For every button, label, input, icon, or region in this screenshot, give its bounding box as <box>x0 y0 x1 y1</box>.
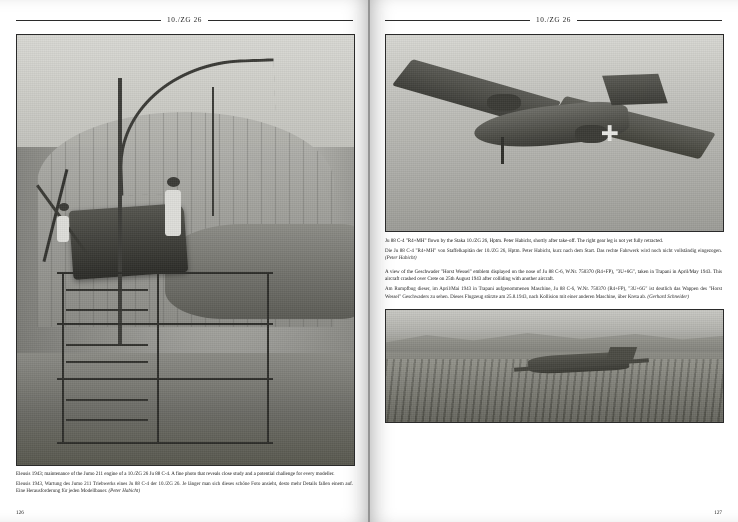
ladder-step <box>66 361 148 363</box>
running-head-text: 10./ZG 26 <box>536 16 571 24</box>
scaffold-bar-top <box>57 272 273 274</box>
running-head-rule-right <box>208 20 353 21</box>
left-caption-german <box>16 481 353 495</box>
right-running-head <box>385 14 722 26</box>
engine-nacelle-left <box>487 94 521 112</box>
scaffold-bar-bottom <box>57 442 273 444</box>
ladder-step <box>66 344 148 346</box>
right-top-caption-english: Ju 88 C-4 "R4+MH" flown by the Staka 10./ZG 26, Hptm. Peter Habicht, shortly after take-off. The right gear leg is not yet fully retracted. <box>385 239 664 244</box>
running-head-rule-left <box>385 20 530 21</box>
right-top-caption-german <box>385 248 722 262</box>
mechanic-standing <box>165 190 181 236</box>
scaffold-post-mid <box>157 272 159 444</box>
ladder-step <box>66 419 148 421</box>
right-mid-caption-german <box>385 286 722 300</box>
ladder-step <box>66 399 148 401</box>
mechanic-second <box>57 216 69 242</box>
left-caption-english: Eleusis 1943; maintenance of the Jumo 211 engine of a 10./ZG 26 Ju 88 C-4. A fine photo that reveals close study and a potential challenge for every modeller. <box>16 472 335 477</box>
running-head-rule-right <box>577 20 722 21</box>
left-caption-credit: (Peter Habicht) <box>108 489 140 495</box>
left-running-head <box>16 14 353 26</box>
running-head-rule-left <box>16 20 161 21</box>
ladder-step <box>66 309 148 311</box>
right-top-caption-credit: (Peter Habicht) <box>385 256 417 262</box>
right-mid-caption-german-text: Am Rumpfbug dieser, im April/Mai 1943 in Trapani aufgenommenen Maschine, Ju 88 C-6, W.Nr. 750370 (R4+FP), "3U+6G" ist deutlich das Wappen des "Horst Wessel" Geschwaders zu sehen. Dieses Flugzeug stürzte am 25.8.1943, nach Kollision mit einer anderen Maschine, über Kreta ab. <box>385 287 722 300</box>
crashed-aircraft-landscape-photo <box>385 309 724 423</box>
book-gutter <box>368 0 370 522</box>
left-folio: 126 <box>16 510 24 516</box>
scaffold-post-right <box>267 272 269 444</box>
right-top-caption-block <box>385 238 722 301</box>
scaffold-frame <box>57 272 273 444</box>
right-mid-caption-english: A view of the Geschwader "Horst Wessel" emblem displayed on the nose of Ju 88 C-6, W.Nr. 750370 (R4+FP), "3U+6G", taken in Trapani in April/May 1943. This aircraft crashed over Crete on 25th August 1943 after colliding with another aircraft. <box>385 270 722 283</box>
scaffold-post-left <box>62 272 64 444</box>
scaffold-bar-low <box>57 378 273 380</box>
tailplane <box>603 74 669 106</box>
aircraft-wreck-tail <box>606 347 637 360</box>
mechanic-head <box>167 177 180 187</box>
main-gear-leg <box>501 137 504 164</box>
ju88-in-flight-photo <box>385 34 724 232</box>
right-folio: 127 <box>714 510 722 516</box>
running-head-text: 10./ZG 26 <box>167 16 202 24</box>
ladder-step <box>66 289 148 291</box>
right-page <box>369 0 738 522</box>
mechanic-second-head <box>59 203 69 211</box>
left-caption-german-text: Eleusis 1943, Wartung des Jumo 211 Triebwerks eines Ju 88 C-4 der 10./ZG 26. Je länger man sich dieses schöne Foto ansieht, desto mehr Details fallen einem auf. Eine Herausforderung für jeden Modellbauer. <box>16 482 353 495</box>
right-top-caption-german-text: Die Ju 88 C-4 "R4+MH" von Staffelkapitän der 10./ZG 26, Hptm. Peter Habicht, kurz nach dem Start. Das rechte Fahrwerk wird noch nicht vollständig eingezogen. <box>385 249 722 255</box>
right-mid-caption-credit: (Gerhard Schneider) <box>647 294 689 300</box>
crane-cable <box>212 87 214 216</box>
hangar-engine-maintenance-photo <box>16 34 355 466</box>
background-hills <box>386 328 723 353</box>
scaffold-bar-mid <box>57 323 273 325</box>
